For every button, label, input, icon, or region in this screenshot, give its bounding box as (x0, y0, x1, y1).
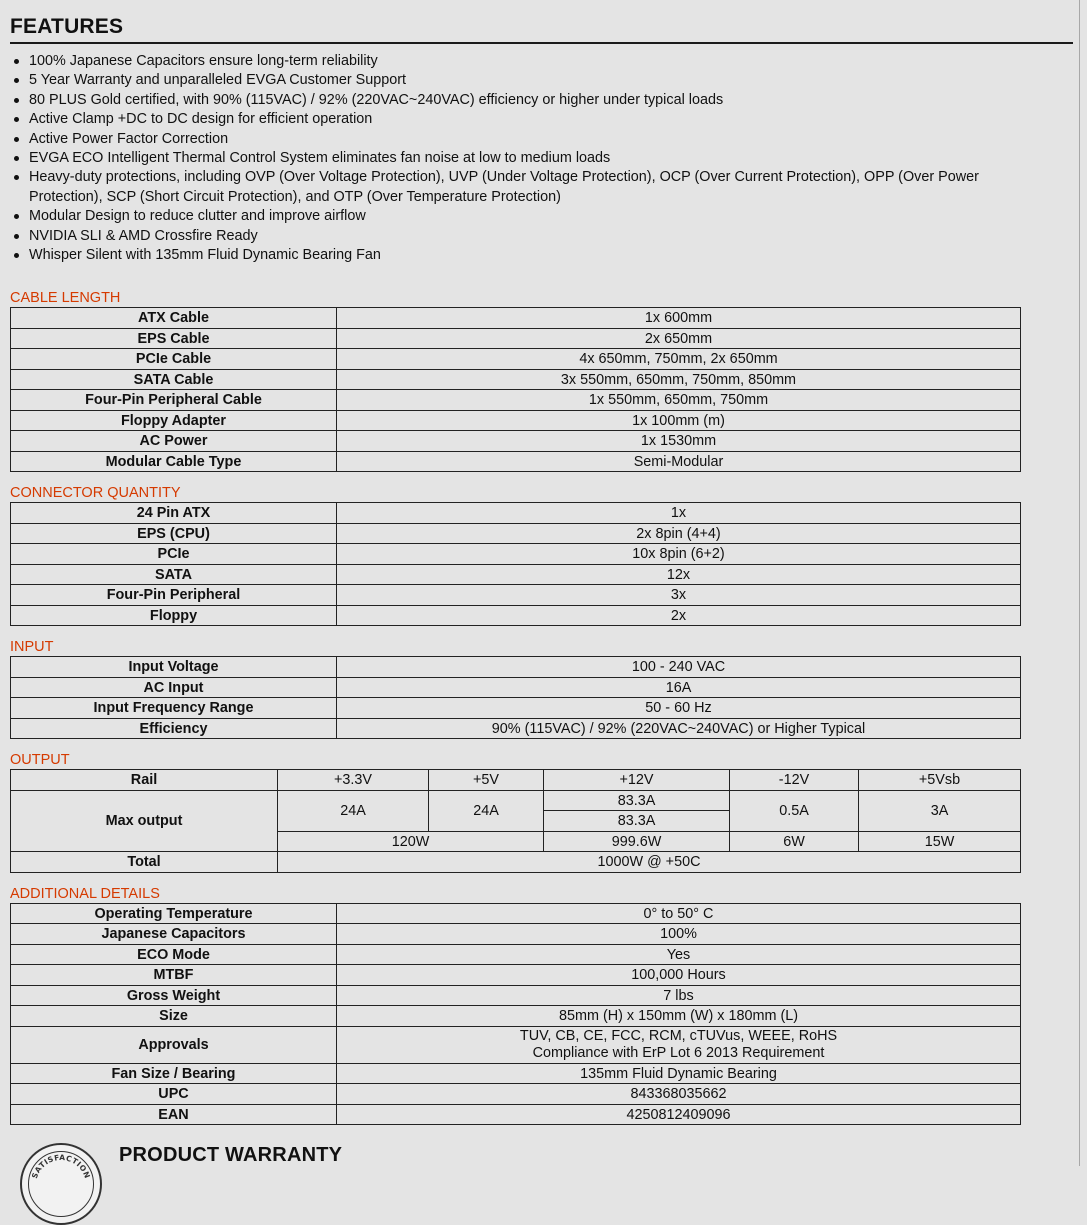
table-row (11, 451, 1021, 472)
output-table (10, 769, 1021, 873)
spec-label: Four-Pin Peripheral Cable (11, 390, 337, 411)
spec-value: 0° to 50° C (337, 903, 1021, 924)
spec-sheet (10, 0, 1073, 1125)
watts-5vsb: 15W (859, 831, 1021, 852)
spec-value: 10x 8pin (6+2) (337, 544, 1021, 565)
feature-item: EVGA ECO Intelligent Thermal Control System eliminates fan noise at low to medium loads (29, 149, 1073, 168)
spec-label: ATX Cable (11, 308, 337, 329)
spec-value: 100 - 240 VAC (337, 657, 1021, 678)
additional-details-heading: ADDITIONAL DETAILS (10, 885, 160, 902)
amps-12v-b: 83.3A (544, 811, 730, 832)
spec-label: MTBF (11, 965, 337, 986)
spec-label: EAN (11, 1104, 337, 1125)
table-row (11, 328, 1021, 349)
spec-value: 1x (337, 503, 1021, 524)
spec-label: Input Voltage (11, 657, 337, 678)
watts-combined: 120W (278, 831, 544, 852)
connector-quantity-heading: CONNECTOR QUANTITY (10, 485, 181, 502)
feature-item: NVIDIA SLI & AMD Crossfire Ready (29, 227, 1073, 246)
feature-item: Modular Design to reduce clutter and improve airflow (29, 207, 1073, 226)
watts-12v: 999.6W (544, 831, 730, 852)
amps-neg12v: 0.5A (730, 790, 859, 831)
input-table (10, 656, 1021, 739)
spec-value: 3x (337, 585, 1021, 606)
connector-quantity-table (10, 502, 1021, 626)
spec-label: Fan Size / Bearing (11, 1063, 337, 1084)
spec-label: Floppy (11, 605, 337, 626)
spec-value: 90% (115VAC) / 92% (220VAC~240VAC) or Higher Typical (337, 718, 1021, 739)
rail-neg12v: -12V (730, 770, 859, 791)
spec-value: Yes (337, 944, 1021, 965)
table-row (11, 308, 1021, 329)
table-row (11, 410, 1021, 431)
total-label: Total (11, 852, 278, 873)
spec-value: 1x 1530mm (337, 431, 1021, 452)
spec-label: Size (11, 1006, 337, 1027)
watts-neg12v: 6W (730, 831, 859, 852)
table-row (11, 503, 1021, 524)
spec-value: Semi-Modular (337, 451, 1021, 472)
spec-value: 3x 550mm, 650mm, 750mm, 850mm (337, 369, 1021, 390)
spec-value: 50 - 60 Hz (337, 698, 1021, 719)
svg-text:SATISFACTION (30, 1153, 92, 1180)
spec-label: Operating Temperature (11, 903, 337, 924)
feature-item: Active Power Factor Correction (29, 130, 1073, 149)
table-row (11, 965, 1021, 986)
max-output-label: Max output (11, 790, 278, 852)
spec-label: Approvals (11, 1026, 337, 1063)
spec-label: AC Power (11, 431, 337, 452)
seal-text: SATISFACTION (30, 1152, 93, 1180)
spec-label: AC Input (11, 677, 337, 698)
table-row (11, 903, 1021, 924)
rail-label: Rail (11, 770, 278, 791)
spec-value: 4250812409096 (337, 1104, 1021, 1125)
spec-value (337, 1026, 1021, 1063)
spec-label: ECO Mode (11, 944, 337, 965)
spec-value: 16A (337, 677, 1021, 698)
spec-value: 85mm (H) x 150mm (W) x 180mm (L) (337, 1006, 1021, 1027)
table-row (11, 677, 1021, 698)
table-row (11, 1084, 1021, 1105)
spec-label: UPC (11, 1084, 337, 1105)
table-row (11, 544, 1021, 565)
approvals-line: TUV, CB, CE, FCC, RCM, cTUVus, WEEE, RoHS (519, 1027, 838, 1044)
table-row (11, 1006, 1021, 1027)
spec-value: 100,000 Hours (337, 965, 1021, 986)
spec-label: 24 Pin ATX (11, 503, 337, 524)
table-row (11, 718, 1021, 739)
table-row (11, 1063, 1021, 1084)
spec-label: Gross Weight (11, 985, 337, 1006)
table-row (11, 944, 1021, 965)
table-row (11, 657, 1021, 678)
spec-label: SATA (11, 564, 337, 585)
table-row (11, 585, 1021, 606)
spec-value: 7 lbs (337, 985, 1021, 1006)
spec-value: 1x 100mm (m) (337, 410, 1021, 431)
spec-label: Input Frequency Range (11, 698, 337, 719)
cable-length-heading: CABLE LENGTH (10, 290, 121, 307)
spec-label: Efficiency (11, 718, 337, 739)
table-row (11, 523, 1021, 544)
satisfaction-seal-icon (20, 1143, 102, 1225)
spec-value: 2x (337, 605, 1021, 626)
input-heading: INPUT (10, 639, 54, 656)
table-row (11, 369, 1021, 390)
table-row (11, 564, 1021, 585)
spec-value: 1x 600mm (337, 308, 1021, 329)
feature-item: Active Clamp +DC to DC design for efficient operation (29, 110, 1073, 129)
table-row (11, 698, 1021, 719)
amps-3v3: 24A (278, 790, 429, 831)
table-row (11, 924, 1021, 945)
rail-12v: +12V (544, 770, 730, 791)
spec-value: 2x 650mm (337, 328, 1021, 349)
amps-5vsb: 3A (859, 790, 1021, 831)
amps-5v: 24A (429, 790, 544, 831)
spec-value: 1x 550mm, 650mm, 750mm (337, 390, 1021, 411)
rail-3v3: +3.3V (278, 770, 429, 791)
table-row (11, 431, 1021, 452)
spec-label: SATA Cable (11, 369, 337, 390)
features-list (10, 52, 1073, 265)
table-row (11, 1026, 1021, 1063)
additional-details-table (10, 903, 1021, 1126)
spec-value: 12x (337, 564, 1021, 585)
features-heading: FEATURES (10, 14, 1073, 44)
feature-item: 80 PLUS Gold certified, with 90% (115VAC) / 92% (220VAC~240VAC) efficiency or higher under typical loads (29, 91, 1073, 110)
feature-item: Whisper Silent with 135mm Fluid Dynamic Bearing Fan (29, 246, 1073, 265)
spec-value: 843368035662 (337, 1084, 1021, 1105)
cable-length-table (10, 307, 1021, 472)
table-row (11, 770, 1021, 791)
page-right-border (1079, 0, 1080, 1166)
feature-item: Heavy-duty protections, including OVP (Over Voltage Protection), UVP (Under Voltage Protection), OCP (Over Current Protection), OPP (Over Power Protection), SCP (Short Circuit Protection), and OTP (Over Temperature Protection) (29, 168, 1073, 207)
feature-item: 5 Year Warranty and unparalleled EVGA Customer Support (29, 71, 1073, 90)
spec-label: EPS (CPU) (11, 523, 337, 544)
spec-label: Floppy Adapter (11, 410, 337, 431)
spec-label: PCIe Cable (11, 349, 337, 370)
spec-label: EPS Cable (11, 328, 337, 349)
table-row (11, 790, 1021, 811)
feature-item: 100% Japanese Capacitors ensure long-term reliability (29, 52, 1073, 71)
seal-text-arc (22, 1145, 100, 1223)
spec-value: 100% (337, 924, 1021, 945)
spec-label: Modular Cable Type (11, 451, 337, 472)
rail-5vsb: +5Vsb (859, 770, 1021, 791)
table-row (11, 605, 1021, 626)
total-value: 1000W @ +50C (278, 852, 1021, 873)
spec-label: Four-Pin Peripheral (11, 585, 337, 606)
approvals-line: Compliance with ErP Lot 6 2013 Requirement (532, 1044, 825, 1061)
table-row (11, 985, 1021, 1006)
amps-12v-a: 83.3A (544, 790, 730, 811)
spec-value: 135mm Fluid Dynamic Bearing (337, 1063, 1021, 1084)
output-heading: OUTPUT (10, 752, 70, 769)
table-row (11, 1104, 1021, 1125)
spec-value: 4x 650mm, 750mm, 2x 650mm (337, 349, 1021, 370)
table-row (11, 852, 1021, 873)
spec-label: Japanese Capacitors (11, 924, 337, 945)
spec-value: 2x 8pin (4+4) (337, 523, 1021, 544)
product-warranty-heading: PRODUCT WARRANTY (119, 1144, 343, 1166)
table-row (11, 349, 1021, 370)
rail-5v: +5V (429, 770, 544, 791)
table-row (11, 390, 1021, 411)
spec-label: PCIe (11, 544, 337, 565)
